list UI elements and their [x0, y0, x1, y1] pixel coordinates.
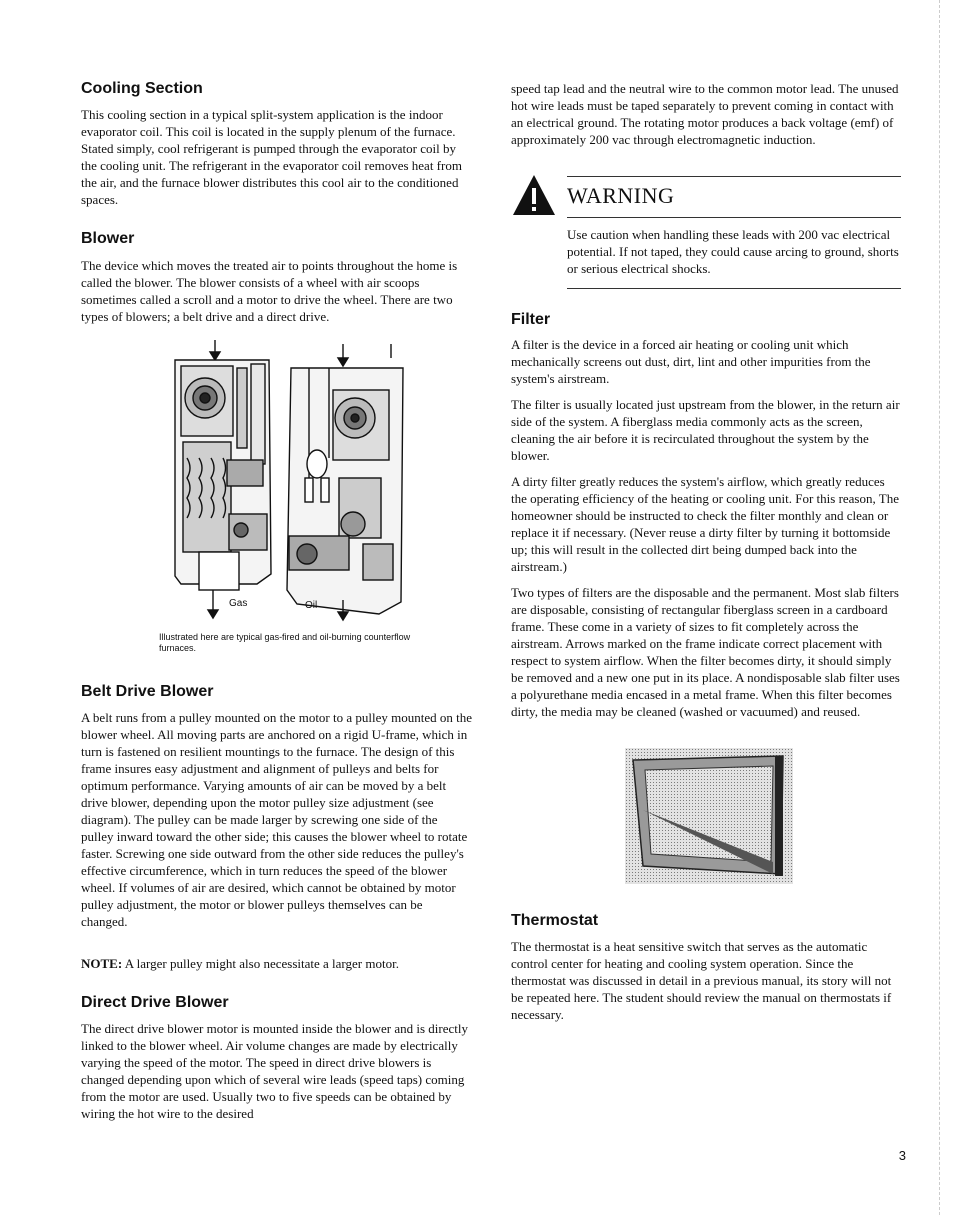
direct-drive-heading: Direct Drive Blower [81, 994, 229, 1011]
filter-paragraph-1: A filter is the device in a forced air heating or cooling unit which mechanically screens out dust, dirt, lint and other impurities from the system's airstream. [511, 337, 871, 386]
direct-drive-text: The direct drive blower motor is mounted inside the blower and is directly linked to the blower wheel. Air volume changes are made by electrically varying the speed of the motor. The speed in direct drive blowers is changed depending upon which of several wire leads (speed taps) coming from the motor are used. Usually two to five speeds can be obtained by wiring the hot wire to the desired [81, 1021, 469, 1121]
note-label: NOTE: [81, 956, 123, 971]
warning-text: Use caution when handling these leads with 200 vac electrical potential. If not taped, they could cause arcing to ground, shorts or serious electrical shocks. [567, 227, 899, 276]
oil-furnace-drawing [287, 344, 403, 620]
cooling-section-text: This cooling section in a typical split-system application is the indoor evaporator coil. This coil is located in the supply plenum of the furnace. Stated simply, cool refrigerant is pumped through the evaporator coil by the cooling unit. The refrigerant in the evaporator coil removes heat from the air, and the furnace blower distributes this cool air to the conditioned spaces. [81, 107, 462, 207]
thermostat-heading: Thermostat [511, 912, 599, 929]
warning-rule-mid [567, 217, 901, 218]
figure-caption: Illustrated here are typical gas-fired and oil-burning counterflow furnaces. [159, 632, 411, 653]
page-edge [938, 0, 940, 1215]
warning-title: WARNING [567, 183, 675, 208]
belt-drive-text: A belt runs from a pulley mounted on the motor to a pulley mounted on the blower wheel. All moving parts are anchored on a rigid U-frame, which in turn is fastened on resilient mountings to the furnace. The design of this frame insures easy adjustment and alignment of pulleys and belts for optimum performance. Varying amounts of air can be moved by a belt drive blower, depending upon the motor pulley size adjustment (see diagram). The pulley can be made larger by screwing one side of the pulley inward toward the other side; this causes the blower wheel to rotate faster. Screwing one side outward from the other side reduces the pulley's effective circumference, which in turn reduces the speed of the blower wheel. If volumes of air are desired, which cannot be obtained by motor pulley adjustment, the motor or blower pulleys themselves can be changed. [81, 710, 473, 929]
blower-heading: Blower [81, 230, 135, 247]
slab-filter-illustration [623, 746, 795, 886]
oil-label: Oil [305, 600, 318, 611]
filter-heading: Filter [511, 311, 551, 328]
filter-paragraph-2: The filter is usually located just upstream from the blower, in the return air side of the system. A fiberglass media commonly acts as the screen, cleaning the air before it is recirculated throughout the system by the blower. [511, 397, 900, 463]
warning-rule-top [567, 176, 901, 177]
blower-text: The device which moves the treated air to points throughout the home is called the blower. The blower consists of a wheel with air scoops sometimes called a scroll and a motor to drive the wheel. There are two types of blowers; a belt drive and a direct drive. [81, 258, 458, 324]
warning-icon [511, 172, 557, 218]
warning-rule-bottom [567, 288, 901, 289]
direct-drive-text-continued: speed tap lead and the neutral wire to the common motor lead. The unused hot wire leads must be taped separately to prevent coming in contact with an electrical ground. The rotating motor produces a back voltage (emf) of approximately 200 vac through electromagnetic induction. [511, 81, 899, 147]
page-number: 3 [898, 1148, 906, 1163]
belt-drive-note [81, 955, 472, 972]
gas-furnace-drawing [175, 340, 271, 618]
thermostat-text: The thermostat is a heat sensitive switch that serves as the automatic control center for heating and cooling system operation. Since the thermostat was discussed in detail in a previous manual, its story will not be repeated here. The student should review the manual on thermostats if necessary. [511, 939, 892, 1022]
filter-paragraph-3: A dirty filter greatly reduces the system's airflow, which greatly reduces the operating efficiency of the heating or cooling unit. For this reason, The homeowner should be instructed to check the filter monthly and clean or replace it if necessary. (Never reuse a dirty filter by turning it bottomside up; this will result in the collected dirt being dumped back into the airstream.) [511, 474, 899, 574]
cooling-section-heading: Cooling Section [81, 80, 203, 97]
belt-drive-heading: Belt Drive Blower [81, 683, 214, 700]
furnace-illustration [169, 338, 409, 628]
note-text: A larger pulley might also necessitate a larger motor. [122, 956, 399, 971]
gas-label: Gas [229, 598, 248, 609]
filter-paragraph-4: Two types of filters are the disposable and the permanent. Most slab filters are disposable, consisting of rectangular fiberglass screen in a cardboard frame. These come in a variety of sizes to fit completely across the airstream. Arrows marked on the frame indicate correct placement with respect to system airflow. When the filter becomes dirty, it should simply be removed and a new one put in its place. A nondisposable slab filter uses a polyurethane media encased in a metal frame. When this filter becomes dirty, the media may be cleaned (washed or vacuumed) and reused. [511, 585, 900, 719]
